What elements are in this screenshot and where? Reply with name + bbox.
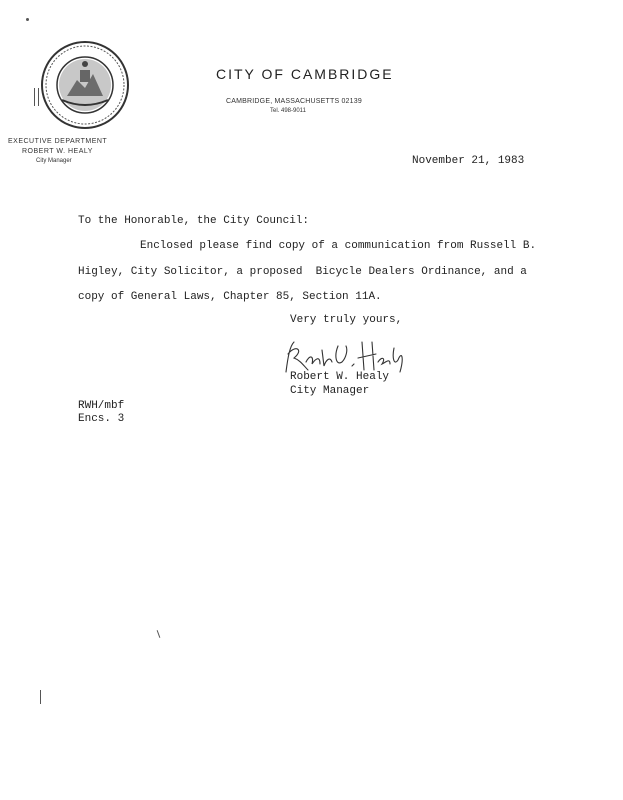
body-line: Higley, City Solicitor, a proposed Bicycle Dealers Ordinance, and a [78,266,527,278]
org-phone: Tel. 498-9011 [270,108,306,114]
enclosures-note: Encs. 3 [78,413,125,425]
signer-title: City Manager [290,385,370,397]
scan-mark [38,88,39,106]
official-name: ROBERT W. HEALY [22,148,93,155]
closing: Very truly yours, [290,314,403,326]
org-address: CAMBRIDGE, MASSACHUSETTS 02139 [226,98,362,105]
salutation: To the Honorable, the City Council: [78,215,310,227]
org-name: CITY OF CAMBRIDGE [216,66,394,82]
scan-mark [26,18,29,21]
scan-mark [157,630,161,638]
department-name: EXECUTIVE DEPARTMENT [8,138,108,145]
body-line: Enclosed please find copy of a communication from Russell B. [140,240,537,252]
typist-initials: RWH/mbf [78,400,125,412]
official-title: City Manager [36,158,72,164]
letter-date: November 21, 1983 [412,155,525,167]
scan-mark [40,690,41,704]
city-seal-icon [40,40,130,130]
scan-mark [34,88,35,106]
signer-name: Robert W. Healy [290,371,390,383]
body-line: copy of General Laws, Chapter 85, Section 11A. [78,291,382,303]
